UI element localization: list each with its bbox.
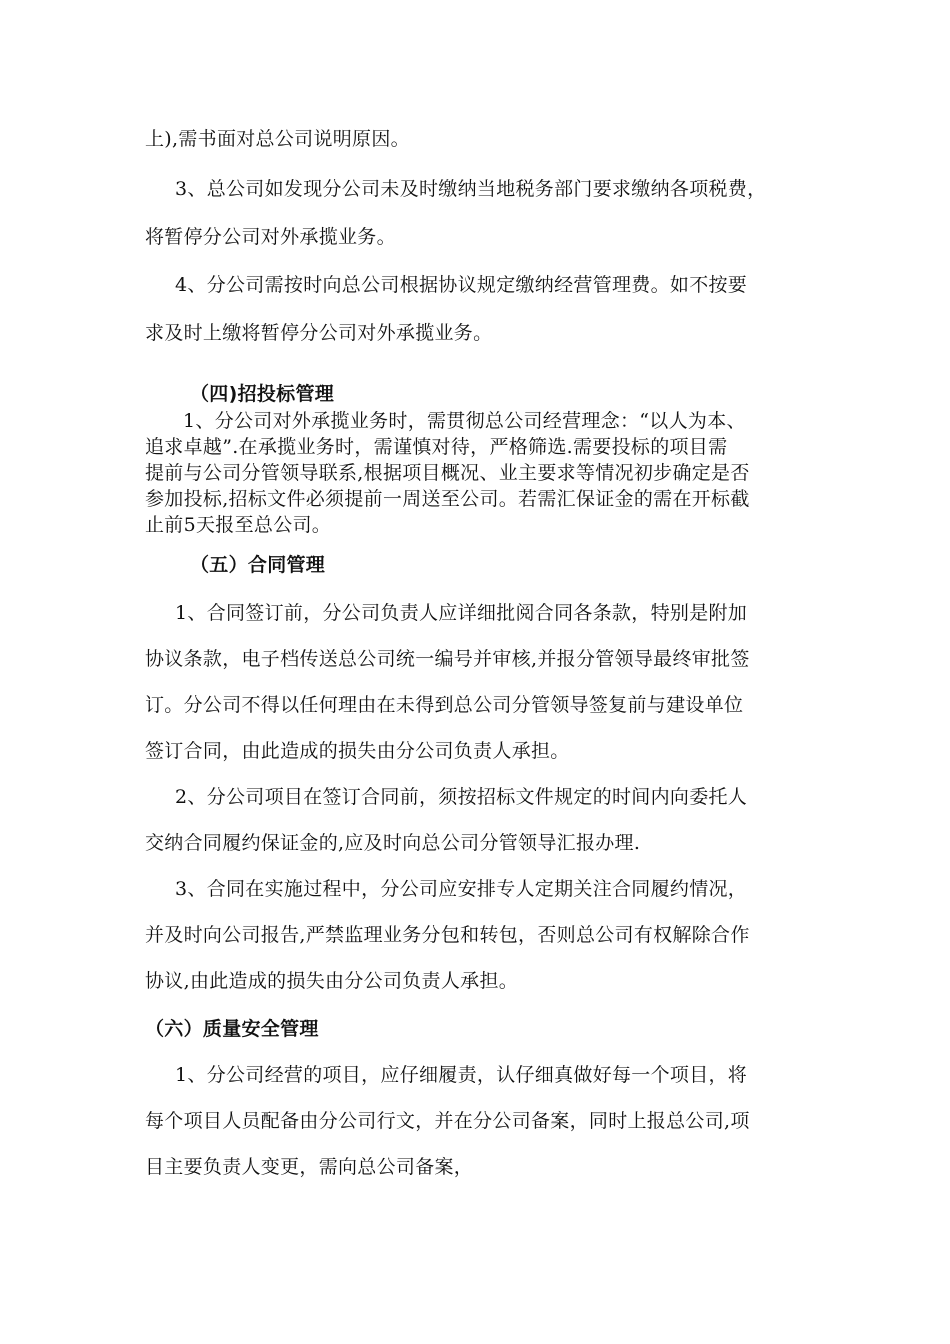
paragraph-line: 2、分公司项目在签订合同前，须按招标文件规定的时间内向委托人 [175,786,748,808]
paragraph-line: 签订合同，由此造成的损失由分公司负责人承担。 [145,740,570,762]
paragraph-line: 追求卓越”.在承揽业务时，需谨慎对待，严格筛选.需要投标的项目需 [145,436,728,458]
paragraph-line: 3、合同在实施过程中，分公司应安排专人定期关注合同履约情况， [175,878,748,900]
section-heading: （四)招投标管理 [190,383,335,405]
paragraph-line: 4、分公司需按时向总公司根据协议规定缴纳经营管理费。如不按要 [175,274,748,296]
paragraph-line: 1、合同签订前，分公司负责人应详细批阅合同各条款，特别是附加 [175,602,748,624]
paragraph-line: 提前与公司分管领导联系,根据项目概况、业主要求等情况初步确定是否 [145,462,750,484]
paragraph-line: 交纳合同履约保证金的,应及时向总公司分管领导汇报办理. [145,832,641,854]
paragraph-line: 协议条款，电子档传送总公司统一编号并审核,并报分管领导最终审批签 [145,648,750,670]
paragraph-line: 止前5天报至总公司。 [145,514,332,536]
paragraph-line: 求及时上缴将暂停分公司对外承揽业务。 [145,322,493,344]
paragraph-line: 1、分公司对外承揽业务时，需贯彻总公司经营理念：“以人为本、 [183,410,746,432]
paragraph-line: 参加投标,招标文件必须提前一周送至公司。若需汇保证金的需在开标截 [145,488,750,510]
paragraph-line: 并及时向公司报告,严禁监理业务分包和转包，否则总公司有权解除合作 [145,924,750,946]
paragraph-line: 订。分公司不得以任何理由在未得到总公司分管领导签复前与建设单位 [145,694,744,716]
paragraph-line: 协议,由此造成的损失由分公司负责人承担。 [145,970,519,992]
paragraph-line: 3、总公司如发现分公司未及时缴纳当地税务部门要求缴纳各项税费， [175,178,767,200]
paragraph-line: 上),需书面对总公司说明原因。 [145,128,410,150]
paragraph-line: 1、分公司经营的项目，应仔细履责，认仔细真做好每一个项目，将 [175,1064,748,1086]
section-heading: （五）合同管理 [190,554,326,576]
section-heading: （六）质量安全管理 [145,1018,319,1040]
paragraph-line: 目主要负责人变更，需向总公司备案， [145,1156,474,1178]
paragraph-line: 将暂停分公司对外承揽业务。 [145,226,396,248]
paragraph-line: 每个项目人员配备由分公司行文，并在分公司备案，同时上报总公司,项 [145,1110,750,1132]
